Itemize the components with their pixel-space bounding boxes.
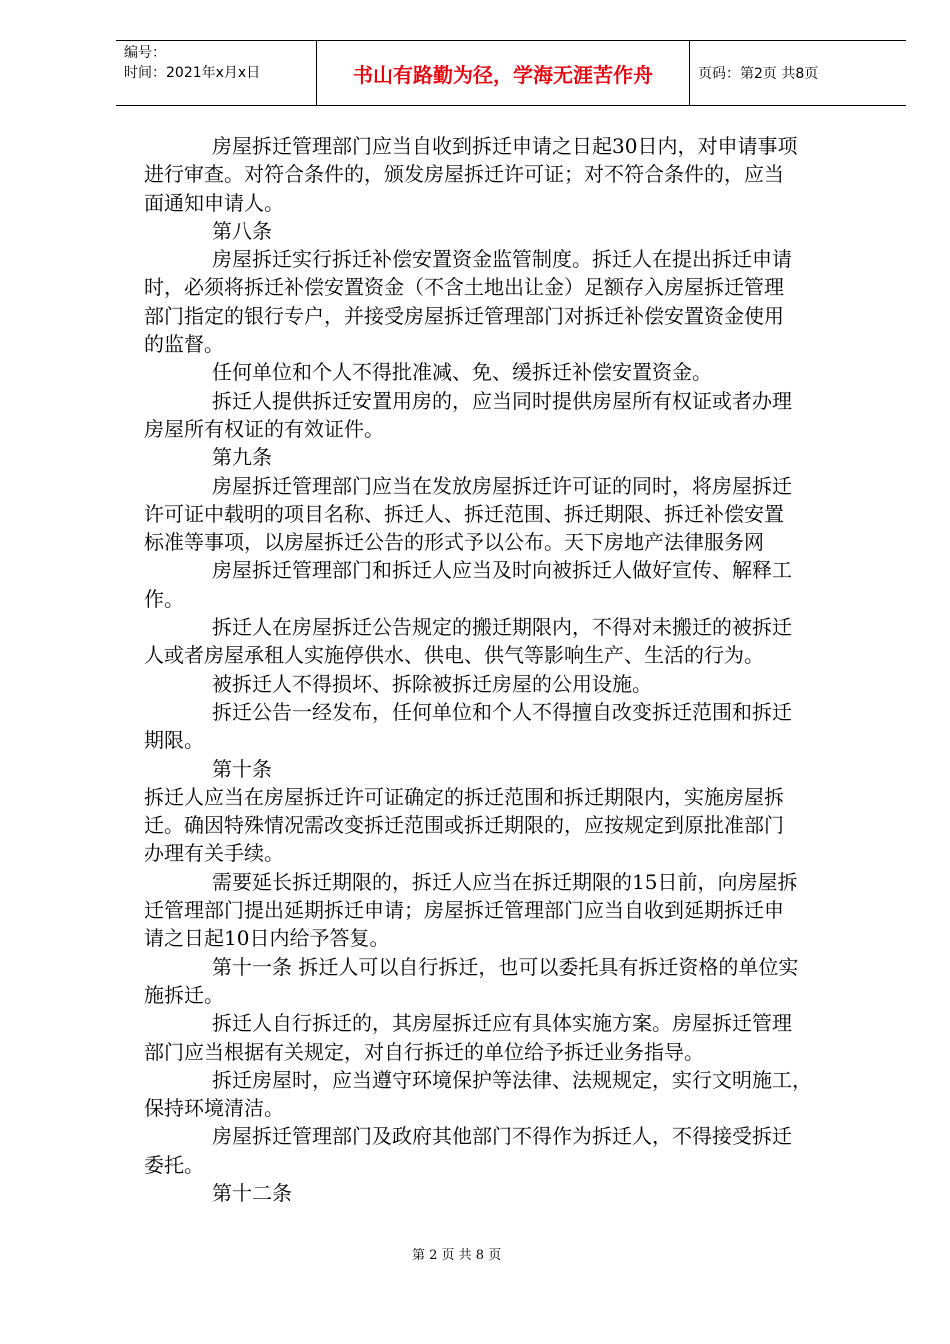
text-line: 拆迁人自行拆迁的，其房屋拆迁应有具体实施方案。房屋拆迁管理 — [212, 1011, 792, 1036]
text-line: 第九条 — [212, 445, 272, 470]
text-line: 保持环境清洁。 — [144, 1096, 284, 1121]
document-time-label: 时间：2021年x月x日 — [124, 65, 261, 81]
text-line: 第八条 — [212, 218, 272, 243]
text-line: 期限。 — [144, 728, 204, 753]
text-line: 房屋拆迁管理部门应当在发放房屋拆迁许可证的同时，将房屋拆迁 — [212, 473, 792, 498]
text-line: 房屋所有权证的有效证件。 — [144, 416, 384, 441]
text-line: 作。 — [144, 586, 184, 611]
text-line: 办理有关手续。 — [144, 841, 284, 866]
text-line: 房屋拆迁管理部门及政府其他部门不得作为拆迁人，不得接受拆迁 — [212, 1124, 792, 1149]
text-line: 房屋拆迁管理部门应当自收到拆迁申请之日起30日内，对申请事项 — [212, 134, 798, 158]
text-line: 施拆迁。 — [144, 982, 224, 1007]
text-line: 需要延长拆迁期限的，拆迁人应当在拆迁期限的15日前，向房屋拆 — [212, 869, 798, 894]
text-line: 许可证中载明的项目名称、拆迁人、拆迁范围、拆迁期限、拆迁补偿安置 — [144, 501, 784, 526]
text-line: 被拆迁人不得损坏、拆除被拆迁房屋的公用设施。 — [212, 671, 652, 696]
text-line: 部门应当根据有关规定，对自行拆迁的单位给予拆迁业务指导。 — [144, 1039, 704, 1064]
text-line: 迁管理部门提出延期拆迁申请；房屋拆迁管理部门应当自收到延期拆迁申 — [144, 898, 784, 923]
text-line: 拆迁人在房屋拆迁公告规定的搬迁期限内，不得对未搬迁的被拆迁 — [212, 615, 792, 640]
text-line: 拆迁人提供拆迁安置用房的，应当同时提供房屋所有权证或者办理 — [212, 388, 792, 413]
text-line: 拆迁房屋时，应当遵守环境保护等法律、法规规定，实行文明施工， — [212, 1067, 812, 1092]
text-line: 迁。确因特殊情况需改变拆迁范围或拆迁期限的，应按规定到原批准部门 — [144, 813, 784, 838]
text-line: 第十二条 — [212, 1180, 292, 1205]
text-line: 部门指定的银行专户，并接受房屋拆迁管理部门对拆迁补偿安置资金使用 — [144, 303, 784, 328]
text-line: 第十一条 拆迁人可以自行拆迁，也可以委托具有拆迁资格的单位实 — [212, 954, 799, 979]
header-meta — [116, 41, 316, 105]
text-line: 人或者房屋承租人实施停供水、供电、供气等影响生产、生活的行为。 — [144, 643, 764, 668]
header-page-number: 页码：第2页 共8页 — [698, 66, 819, 82]
text-line: 请之日起10日内给予答复。 — [144, 926, 390, 951]
page-footer: 第 2 页 共 8 页 — [412, 1248, 502, 1263]
text-line: 拆迁公告一经发布，任何单位和个人不得擅自改变拆迁范围和拆迁 — [212, 699, 792, 724]
document-body — [144, 132, 874, 1207]
page-header — [116, 40, 906, 106]
text-line: 房屋拆迁管理部门和拆迁人应当及时向被拆迁人做好宣传、解释工 — [212, 558, 792, 583]
text-line: 任何单位和个人不得批准减、免、缓拆迁补偿安置资金。 — [212, 360, 712, 385]
text-line: 时，必须将拆迁补偿安置资金（不含土地出让金）足额存入房屋拆迁管理 — [144, 275, 784, 300]
document-number-label: 编号： — [124, 45, 166, 61]
header-motto: 书山有路勤为径，学海无涯苦作舟 — [316, 41, 690, 105]
text-line: 的监督。 — [144, 332, 224, 357]
text-line: 进行审查。对符合条件的，颁发房屋拆迁许可证；对不符合条件的，应当 — [144, 162, 784, 187]
text-line: 委托。 — [144, 1152, 204, 1177]
text-line: 房屋拆迁实行拆迁补偿安置资金监管制度。拆迁人在提出拆迁申请 — [212, 247, 792, 272]
text-line: 面通知申请人。 — [144, 190, 284, 215]
text-line: 拆迁人应当在房屋拆迁许可证确定的拆迁范围和拆迁期限内，实施房屋拆 — [144, 784, 784, 809]
text-line: 第十条 — [212, 756, 272, 781]
text-line: 标准等事项，以房屋拆迁公告的形式予以公布。天下房地产法律服务网 — [144, 530, 764, 555]
